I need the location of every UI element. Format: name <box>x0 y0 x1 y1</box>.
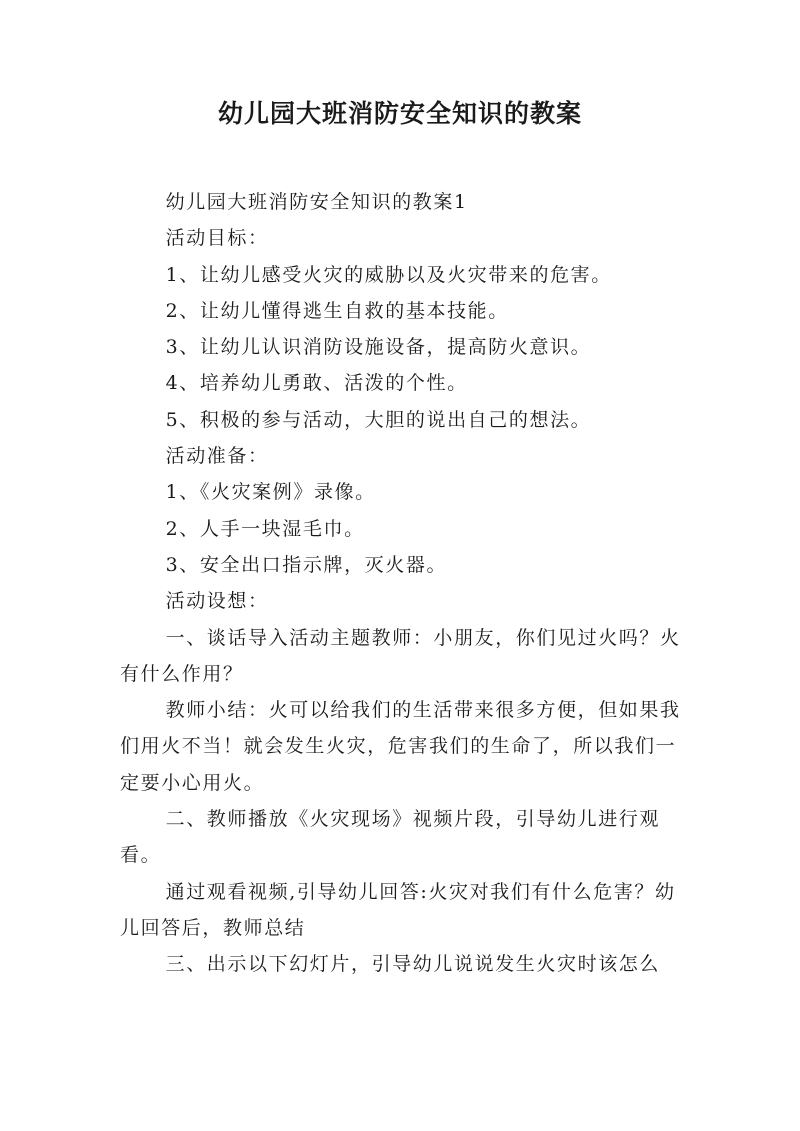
paragraph-prep-1: 1、《火灾案例》录像。 <box>165 481 376 504</box>
paragraph-prep-2: 2、人手一块湿毛巾。 <box>165 517 365 540</box>
paragraph-goal-4: 4、培养幼儿勇敢、活泼的个性。 <box>165 372 468 395</box>
paragraph-goal-1: 1、让幼儿感受火灾的威胁以及火灾带来的危害。 <box>165 263 612 286</box>
paragraph-plan-1: 一、谈话导入活动主题教师：小朋友，你们见过火吗？火有什么作用？ <box>120 626 681 685</box>
paragraph-goal-3: 3、让幼儿认识消防设施设备，提高防火意识。 <box>165 336 592 359</box>
paragraph-subtitle: 幼儿园大班消防安全知识的教案1 <box>165 191 468 213</box>
document-title: 幼儿园大班消防安全知识的教案 <box>217 99 582 128</box>
paragraph-goal-2: 2、让幼儿懂得逃生自救的基本技能。 <box>165 299 509 322</box>
paragraph-plan-2: 二、教师播放《火灾现场》视频片段，引导幼儿进行观看。 <box>120 808 660 867</box>
paragraph-goal-5: 5、积极的参与活动，大胆的说出自己的想法。 <box>165 408 592 431</box>
paragraph-heading-plan: 活动设想： <box>165 590 269 613</box>
paragraph-heading-prep: 活动准备： <box>165 445 269 468</box>
paragraph-heading-goals: 活动目标： <box>165 227 269 250</box>
paragraph-teacher-summary: 教师小结：火可以给我们的生活带来很多方便，但如果我们用火不当！就会发生火灾，危害我们的生命了，所以我们一定要小心用火。 <box>120 699 681 794</box>
document-body <box>120 184 686 983</box>
paragraph-plan-3: 三、出示以下幻灯片，引导幼儿说说发生火灾时该怎么 <box>165 953 660 976</box>
paragraph-prep-3: 3、安全出口指示牌，灭火器。 <box>165 553 448 576</box>
paragraph-video-questions: 通过观看视频,引导幼儿回答:火灾对我们有什么危害？幼儿回答后，教师总结 <box>120 880 676 939</box>
